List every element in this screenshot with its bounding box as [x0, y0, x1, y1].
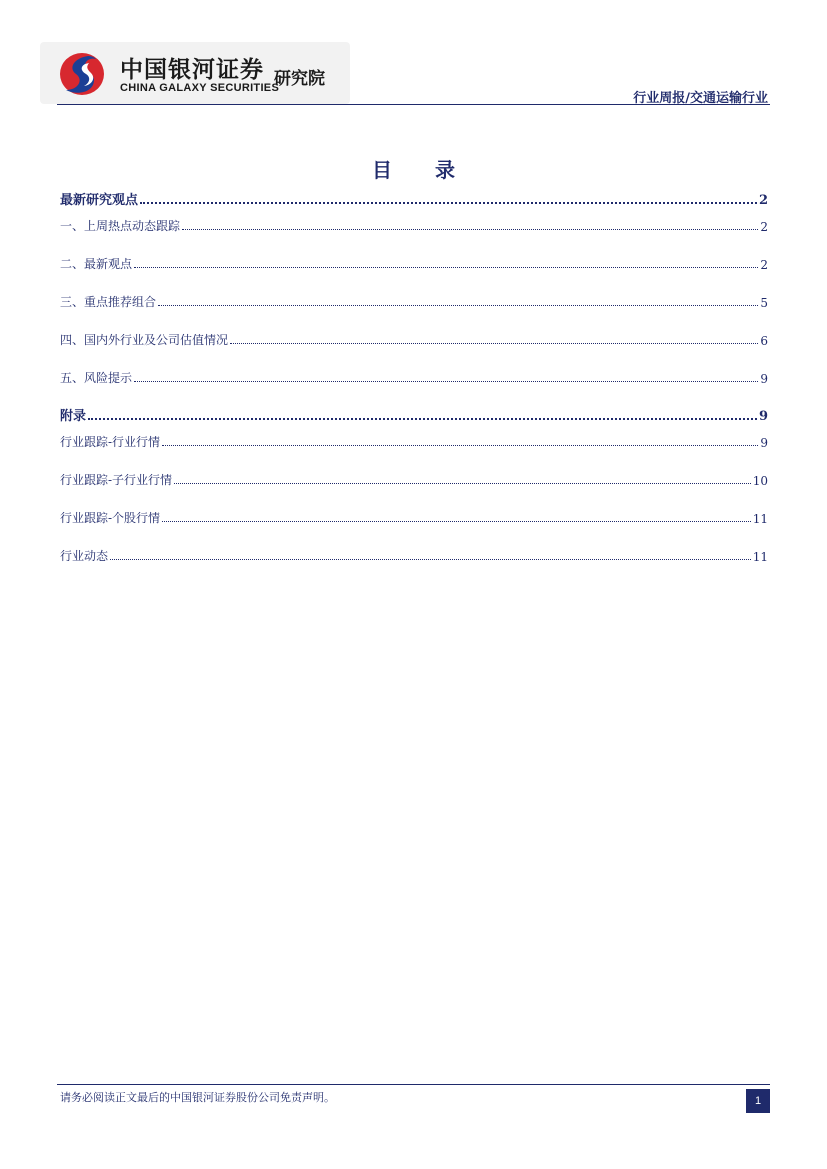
- toc-entry-page: 9: [760, 372, 768, 386]
- toc-entry-label: 行业跟踪-个股行情: [60, 511, 161, 525]
- toc-title: 目 录: [372, 158, 473, 182]
- brand-name-cn: 中国银河证券: [120, 57, 264, 83]
- toc-entry-latest-views[interactable]: [60, 194, 768, 208]
- dot-leader: [110, 558, 751, 560]
- toc-entry-risk-warning[interactable]: [60, 348, 768, 386]
- dot-leader: [134, 380, 758, 382]
- toc-entry-label: 行业动态: [60, 549, 109, 563]
- toc-entry-label: 一、上周热点动态跟踪: [60, 219, 181, 233]
- toc-entry-valuation[interactable]: [60, 310, 768, 348]
- table-of-contents: [60, 194, 768, 564]
- toc-entry-page: 2: [760, 258, 768, 272]
- toc-entry-recommended-portfolio[interactable]: [60, 272, 768, 310]
- toc-entry-industry-market[interactable]: [60, 424, 768, 450]
- brand-subtitle: 研究院: [274, 69, 325, 89]
- footer-disclaimer: 请务必阅读正文最后的中国银河证券股份公司免责声明。: [60, 1091, 335, 1104]
- dot-leader: [162, 520, 751, 522]
- toc-entry-subindustry-market[interactable]: [60, 450, 768, 488]
- company-logo: [40, 42, 350, 104]
- toc-entry-page: 2: [760, 220, 768, 234]
- dot-leader: [182, 228, 758, 230]
- toc-entry-hotspot-tracking[interactable]: [60, 208, 768, 234]
- galaxy-logo-icon: [58, 50, 106, 98]
- toc-entry-label: 最新研究观点: [60, 189, 140, 208]
- toc-entry-page: 9: [760, 436, 768, 450]
- brand-name-en: CHINA GALAXY SECURITIES: [120, 82, 280, 94]
- toc-entry-page: 10: [752, 474, 768, 488]
- page-number: 1: [746, 1089, 770, 1113]
- dot-leader: [174, 482, 751, 484]
- toc-entry-label: 行业跟踪-行业行情: [60, 435, 161, 449]
- toc-entry-label: 三、重点推荐组合: [60, 295, 157, 309]
- header-divider: [57, 104, 770, 105]
- toc-entry-latest-opinion[interactable]: [60, 234, 768, 272]
- toc-entry-page: 9: [758, 409, 768, 424]
- toc-entry-industry-news[interactable]: [60, 526, 768, 564]
- toc-entry-label: 四、国内外行业及公司估值情况: [60, 333, 229, 347]
- dot-leader: [134, 266, 758, 268]
- toc-entry-appendix[interactable]: [60, 386, 768, 424]
- toc-entry-label: 二、最新观点: [60, 257, 133, 271]
- dot-leader: [88, 417, 757, 420]
- toc-entry-page: 11: [752, 512, 768, 526]
- toc-entry-label: 附录: [60, 405, 88, 424]
- dot-leader: [158, 304, 758, 306]
- toc-entry-label: 行业跟踪-子行业行情: [60, 473, 173, 487]
- toc-entry-stock-market[interactable]: [60, 488, 768, 526]
- toc-entry-page: 11: [752, 550, 768, 564]
- toc-entry-page: 2: [758, 193, 768, 208]
- dot-leader: [140, 201, 757, 204]
- footer-divider: [57, 1084, 770, 1085]
- dot-leader: [162, 444, 758, 446]
- report-type: 行业周报/交通运输行业: [633, 91, 768, 106]
- toc-entry-page: 5: [760, 296, 768, 310]
- toc-entry-page: 6: [760, 334, 768, 348]
- toc-entry-label: 五、风险提示: [60, 371, 133, 385]
- dot-leader: [230, 342, 758, 344]
